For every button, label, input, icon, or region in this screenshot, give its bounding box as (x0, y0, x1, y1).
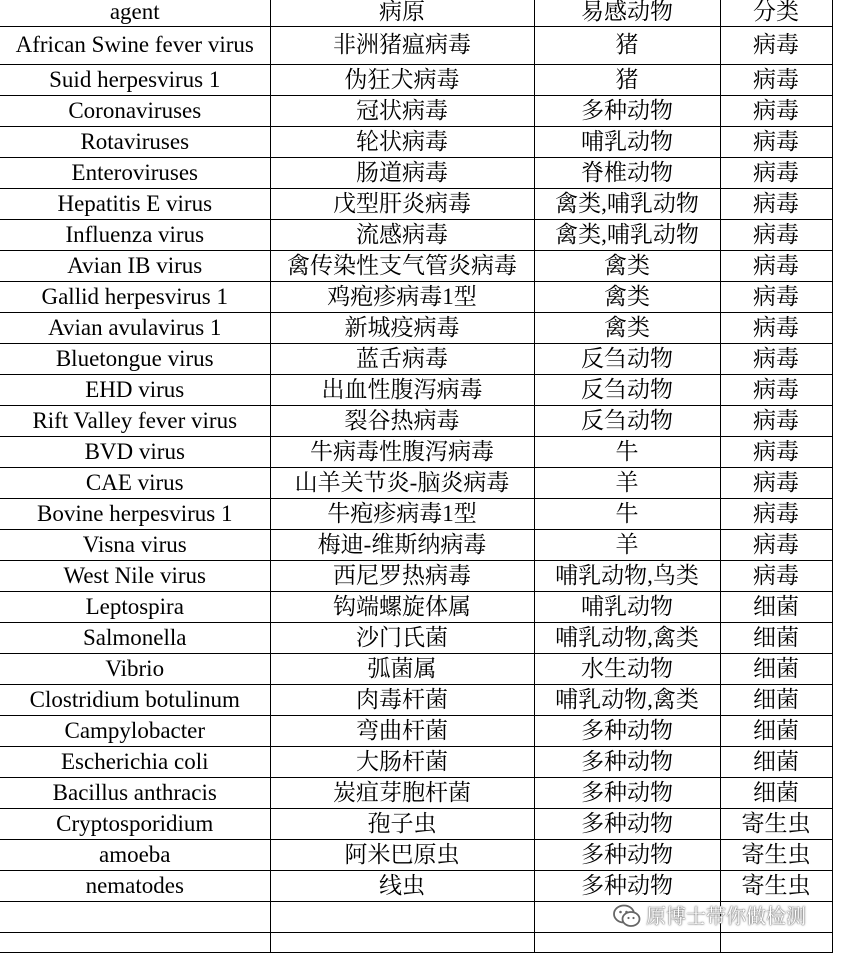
cell-agent[interactable]: BVD virus (0, 436, 270, 467)
cell-agent[interactable]: Influenza virus (0, 219, 270, 250)
cell-host[interactable]: 牛 (534, 498, 720, 529)
cell-agent[interactable]: Enteroviruses (0, 157, 270, 188)
cell-host[interactable]: 反刍动物 (534, 374, 720, 405)
cell-agent[interactable]: Rift Valley fever virus (0, 405, 270, 436)
empty-cell[interactable] (0, 932, 270, 952)
table-row (0, 777, 832, 808)
cell-agent[interactable]: Bluetongue virus (0, 343, 270, 374)
cell-category[interactable]: 病毒 (720, 64, 832, 95)
cell-pathogen[interactable]: 鸡疱疹病毒1型 (270, 281, 534, 312)
table-row (0, 560, 832, 591)
cell-agent[interactable]: nematodes (0, 870, 270, 901)
cell-host[interactable]: 禽类 (534, 312, 720, 343)
cell-host[interactable]: 多种动物 (534, 870, 720, 901)
table-row (0, 684, 832, 715)
cell-agent[interactable]: Campylobacter (0, 715, 270, 746)
cell-pathogen[interactable]: 肠道病毒 (270, 157, 534, 188)
cell-pathogen[interactable]: 出血性腹泻病毒 (270, 374, 534, 405)
cell-pathogen[interactable]: 流感病毒 (270, 219, 534, 250)
table-row (0, 653, 832, 684)
table-row (0, 436, 832, 467)
cell-pathogen[interactable]: 新城疫病毒 (270, 312, 534, 343)
cell-agent[interactable]: Coronaviruses (0, 95, 270, 126)
header-cell-pathogen[interactable]: 病原 (270, 0, 534, 26)
cell-agent[interactable]: Bovine herpesvirus 1 (0, 498, 270, 529)
header-cell-host[interactable]: 易感动物 (534, 0, 720, 26)
cell-host[interactable]: 哺乳动物,鸟类 (534, 560, 720, 591)
cell-host[interactable]: 哺乳动物,禽类 (534, 684, 720, 715)
cell-host[interactable]: 多种动物 (534, 808, 720, 839)
cell-agent[interactable]: Avian IB virus (0, 250, 270, 281)
cell-agent[interactable]: amoeba (0, 839, 270, 870)
cell-category[interactable]: 病毒 (720, 436, 832, 467)
cell-agent[interactable]: Cryptosporidium (0, 808, 270, 839)
cell-category[interactable]: 细菌 (720, 715, 832, 746)
header-row (0, 0, 832, 26)
cell-category[interactable]: 细菌 (720, 746, 832, 777)
cell-agent[interactable]: Clostridium botulinum (0, 684, 270, 715)
cell-pathogen[interactable]: 肉毒杆菌 (270, 684, 534, 715)
cell-host[interactable]: 哺乳动物 (534, 126, 720, 157)
cell-agent[interactable]: Avian avulavirus 1 (0, 312, 270, 343)
cell-pathogen[interactable]: 裂谷热病毒 (270, 405, 534, 436)
empty-cell[interactable] (270, 901, 534, 932)
cell-host[interactable]: 反刍动物 (534, 343, 720, 374)
cell-category[interactable]: 细菌 (720, 684, 832, 715)
empty-cell[interactable] (270, 932, 534, 952)
cell-pathogen[interactable]: 西尼罗热病毒 (270, 560, 534, 591)
cell-pathogen[interactable]: 弧菌属 (270, 653, 534, 684)
cell-category[interactable]: 细菌 (720, 622, 832, 653)
cell-category[interactable]: 病毒 (720, 281, 832, 312)
table-row (0, 622, 832, 653)
cell-host[interactable]: 反刍动物 (534, 405, 720, 436)
table-row (0, 839, 832, 870)
table-row (0, 529, 832, 560)
empty-cell[interactable] (534, 901, 720, 932)
cell-pathogen[interactable]: 冠状病毒 (270, 95, 534, 126)
cell-agent[interactable]: Visna virus (0, 529, 270, 560)
cell-agent[interactable]: Vibrio (0, 653, 270, 684)
empty-cell[interactable] (720, 901, 832, 932)
cell-pathogen[interactable]: 蓝舌病毒 (270, 343, 534, 374)
cell-category[interactable]: 寄生虫 (720, 870, 832, 901)
cell-host[interactable]: 羊 (534, 467, 720, 498)
cell-host[interactable]: 禽类,哺乳动物 (534, 188, 720, 219)
table-row (0, 591, 832, 622)
table-row (0, 808, 832, 839)
cell-host[interactable]: 猪 (534, 26, 720, 64)
table-row (0, 405, 832, 436)
table-row (0, 64, 832, 95)
cell-agent[interactable]: Rotaviruses (0, 126, 270, 157)
cell-pathogen[interactable]: 非洲猪瘟病毒 (270, 26, 534, 64)
cell-pathogen[interactable]: 弯曲杆菌 (270, 715, 534, 746)
table-row (0, 746, 832, 777)
cell-category[interactable]: 病毒 (720, 219, 832, 250)
cell-host[interactable]: 禽类 (534, 250, 720, 281)
cell-host[interactable]: 羊 (534, 529, 720, 560)
table-row (0, 188, 832, 219)
cell-pathogen[interactable]: 大肠杆菌 (270, 746, 534, 777)
cell-category[interactable]: 病毒 (720, 498, 832, 529)
table-row (0, 219, 832, 250)
cell-host[interactable]: 水生动物 (534, 653, 720, 684)
table-row (0, 281, 832, 312)
cell-agent[interactable]: African Swine fever virus (0, 26, 270, 64)
table-row (0, 250, 832, 281)
table-row (0, 26, 832, 64)
table-row (0, 343, 832, 374)
table-row (0, 467, 832, 498)
cell-category[interactable]: 病毒 (720, 188, 832, 219)
table-row (0, 374, 832, 405)
cell-agent[interactable]: Leptospira (0, 591, 270, 622)
cell-agent[interactable]: EHD virus (0, 374, 270, 405)
cell-agent[interactable]: Bacillus anthracis (0, 777, 270, 808)
watermark-text: 原博士带你做检测 (646, 904, 806, 928)
cell-category[interactable]: 细菌 (720, 653, 832, 684)
cell-host[interactable]: 哺乳动物 (534, 591, 720, 622)
cell-category[interactable]: 病毒 (720, 374, 832, 405)
cell-pathogen[interactable]: 牛疱疹病毒1型 (270, 498, 534, 529)
cell-agent[interactable]: CAE virus (0, 467, 270, 498)
table-row (0, 126, 832, 157)
table-row (0, 312, 832, 343)
cell-host[interactable]: 猪 (534, 64, 720, 95)
cell-host[interactable]: 多种动物 (534, 715, 720, 746)
cell-pathogen[interactable]: 阿米巴原虫 (270, 839, 534, 870)
cell-category[interactable]: 寄生虫 (720, 839, 832, 870)
cell-host[interactable]: 禽类,哺乳动物 (534, 219, 720, 250)
cell-pathogen[interactable]: 炭疽芽胞杆菌 (270, 777, 534, 808)
cell-pathogen[interactable]: 梅迪-维斯纳病毒 (270, 529, 534, 560)
cell-category[interactable]: 病毒 (720, 529, 832, 560)
cell-pathogen[interactable]: 伪狂犬病毒 (270, 64, 534, 95)
cell-agent[interactable]: Hepatitis E virus (0, 188, 270, 219)
cell-category[interactable]: 细菌 (720, 777, 832, 808)
cell-category[interactable]: 病毒 (720, 343, 832, 374)
cell-pathogen[interactable]: 钩端螺旋体属 (270, 591, 534, 622)
cell-host[interactable]: 多种动物 (534, 777, 720, 808)
header-cell-agent[interactable]: agent (0, 0, 270, 26)
cell-pathogen[interactable]: 沙门氏菌 (270, 622, 534, 653)
cell-category[interactable]: 病毒 (720, 250, 832, 281)
cell-pathogen[interactable]: 禽传染性支气管炎病毒 (270, 250, 534, 281)
header-cell-category[interactable]: 分类 (720, 0, 832, 26)
cell-category[interactable]: 病毒 (720, 467, 832, 498)
cell-host[interactable]: 多种动物 (534, 746, 720, 777)
cell-host[interactable]: 牛 (534, 436, 720, 467)
cell-pathogen[interactable]: 牛病毒性腹泻病毒 (270, 436, 534, 467)
cell-pathogen[interactable]: 戊型肝炎病毒 (270, 188, 534, 219)
cell-category[interactable]: 寄生虫 (720, 808, 832, 839)
cell-category[interactable]: 病毒 (720, 405, 832, 436)
cell-host[interactable]: 脊椎动物 (534, 157, 720, 188)
cell-agent[interactable]: Gallid herpesvirus 1 (0, 281, 270, 312)
cell-pathogen[interactable]: 线虫 (270, 870, 534, 901)
empty-row (0, 932, 832, 952)
cell-agent[interactable]: West Nile virus (0, 560, 270, 591)
cell-agent[interactable]: Salmonella (0, 622, 270, 653)
cell-category[interactable]: 病毒 (720, 95, 832, 126)
cell-category[interactable]: 病毒 (720, 126, 832, 157)
cell-host[interactable]: 多种动物 (534, 839, 720, 870)
empty-cell[interactable] (0, 901, 270, 932)
empty-row (0, 901, 832, 932)
cell-pathogen[interactable]: 孢子虫 (270, 808, 534, 839)
empty-cell[interactable] (720, 932, 832, 952)
cell-agent[interactable]: Suid herpesvirus 1 (0, 64, 270, 95)
table-row (0, 498, 832, 529)
cell-category[interactable]: 病毒 (720, 560, 832, 591)
cell-pathogen[interactable]: 轮状病毒 (270, 126, 534, 157)
table-row (0, 870, 832, 901)
cell-host[interactable]: 禽类 (534, 281, 720, 312)
empty-cell[interactable] (534, 932, 720, 952)
table-row (0, 95, 832, 126)
cell-category[interactable]: 细菌 (720, 591, 832, 622)
cell-category[interactable]: 病毒 (720, 312, 832, 343)
table-row (0, 715, 832, 746)
cell-category[interactable]: 病毒 (720, 26, 832, 64)
cell-host[interactable]: 多种动物 (534, 95, 720, 126)
cell-pathogen[interactable]: 山羊关节炎-脑炎病毒 (270, 467, 534, 498)
cell-category[interactable]: 病毒 (720, 157, 832, 188)
cell-agent[interactable]: Escherichia coli (0, 746, 270, 777)
table-row (0, 157, 832, 188)
cell-host[interactable]: 哺乳动物,禽类 (534, 622, 720, 653)
